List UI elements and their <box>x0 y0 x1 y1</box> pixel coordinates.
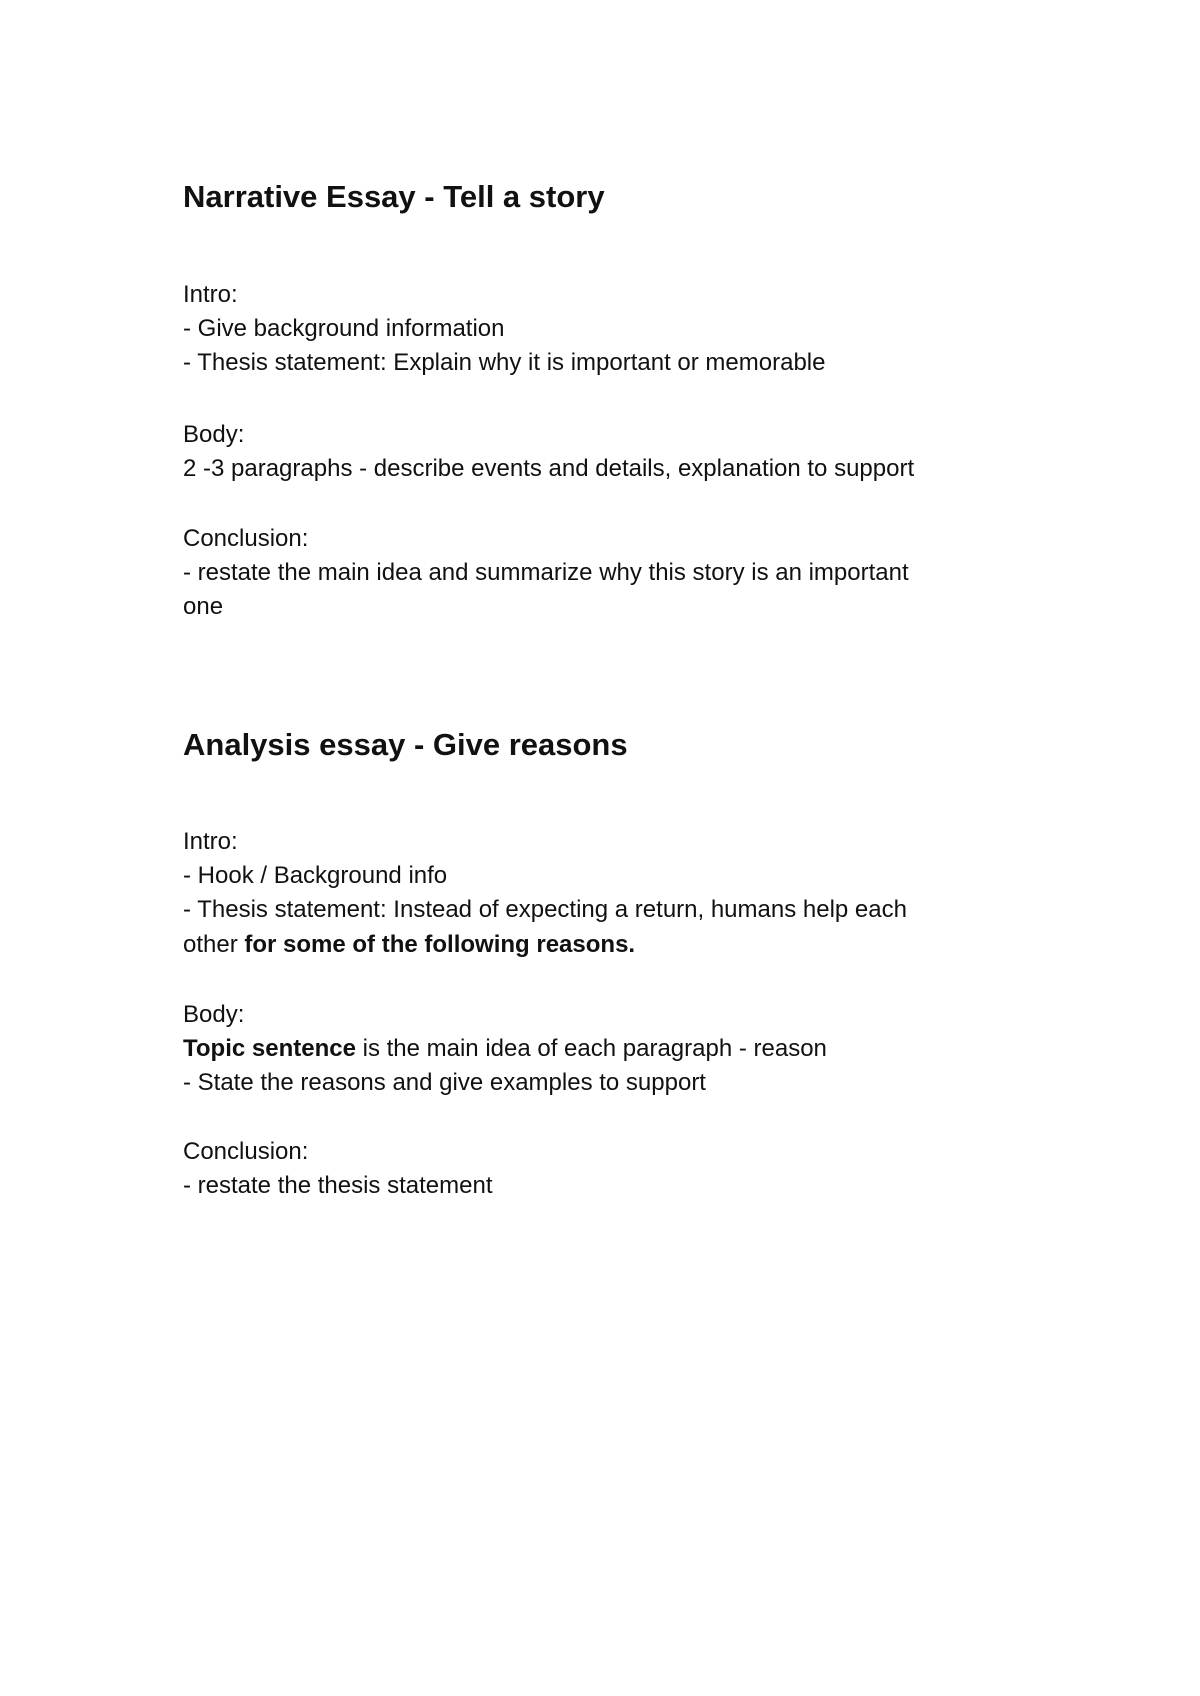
analysis-intro-line-2: - Thesis statement: Instead of expecting a return, humans help each <box>183 896 907 923</box>
analysis-intro-line-3 <box>183 928 635 962</box>
narrative-body-label: Body: <box>183 421 245 448</box>
narrative-body-line: 2 -3 paragraphs - describe events and details, explanation to support <box>183 455 915 482</box>
narrative-conclusion-line-2: one <box>183 593 224 620</box>
topic-sentence-rest: is the main idea of each paragraph - reason <box>355 1035 827 1062</box>
analysis-body-line: - State the reasons and give examples to support <box>183 1069 706 1096</box>
narrative-intro-label: Intro: <box>183 281 238 308</box>
narrative-intro-line-2: - Thesis statement: Explain why it is important or memorable <box>183 349 826 376</box>
analysis-body-label: Body: <box>183 1001 245 1028</box>
analysis-intro-cont-plain: other <box>183 931 245 958</box>
narrative-conclusion-line-1: - restate the main idea and summarize why this story is an important <box>183 559 909 586</box>
analysis-intro-line-1: - Hook / Background info <box>183 862 448 889</box>
narrative-conclusion-label: Conclusion: <box>183 525 309 552</box>
analysis-conclusion-label: Conclusion: <box>183 1138 309 1165</box>
narrative-intro-line-1: - Give background information <box>183 315 505 342</box>
narrative-heading: Narrative Essay - Tell a story <box>183 179 605 214</box>
analysis-topic-line <box>183 1032 827 1066</box>
topic-sentence-term: Topic sentence <box>183 1035 356 1062</box>
analysis-intro-cont-bold: for some of the following reasons. <box>244 931 636 958</box>
analysis-heading: Analysis essay - Give reasons <box>183 727 628 762</box>
analysis-conclusion-line: - restate the thesis statement <box>183 1172 493 1199</box>
analysis-intro-label: Intro: <box>183 828 238 855</box>
